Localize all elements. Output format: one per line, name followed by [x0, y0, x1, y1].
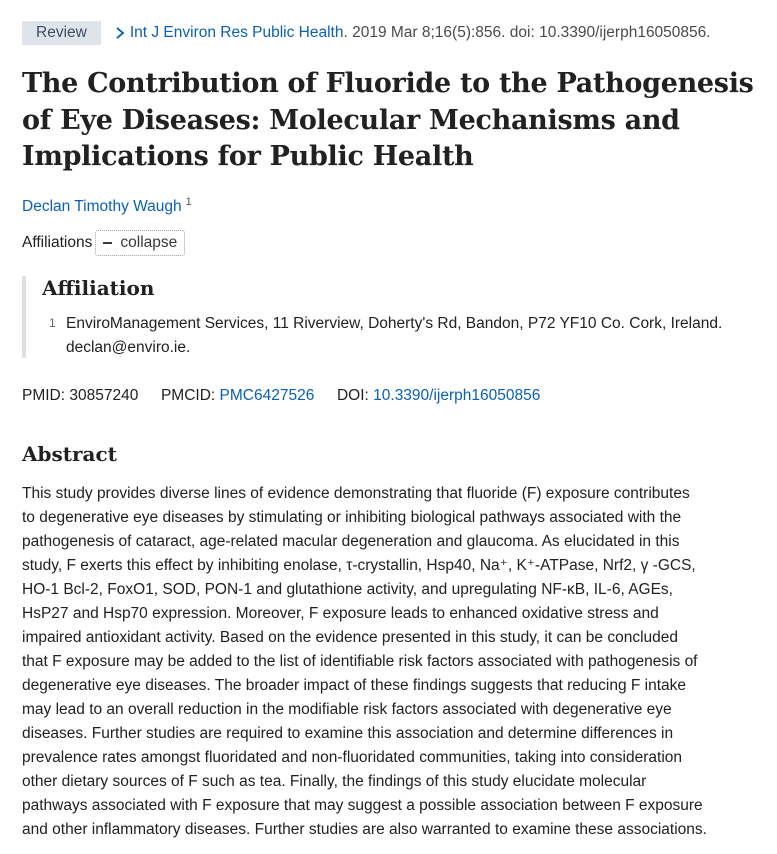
abstract-line: pathogenesis of cataract, age-related macular degeneration and glaucoma. As elucidated in this [22, 533, 680, 550]
affiliation-number: 1 [49, 316, 56, 330]
affiliation-heading: Affiliation [42, 276, 155, 300]
abstract-line: may lead to an overall reduction in the modifiable risk factors associated with degenerative eye [22, 701, 672, 718]
affiliation-panel [22, 276, 766, 358]
minus-icon [103, 242, 112, 244]
pmcid-label: PMCID: [160, 387, 216, 404]
citation-row [22, 21, 711, 45]
page-title: The Contribution of Fluoride to the Pathogenesis of Eye Diseases: Molecular Mechanisms and Implications for Public Health [22, 68, 754, 172]
abstract-line: HO-1 Bcl-2, FoxO1, SOD, PON-1 and glutathione activity, and upregulating NF-κB, IL-6, AGEs, [22, 581, 673, 598]
abstract-line: other dietary sources of F such as tea. Finally, the findings of this study elucidate molecular [22, 773, 647, 790]
authors-list [22, 196, 192, 216]
abstract-line: degenerative eye diseases. The broader impact of these findings suggests that reducing F intake [22, 677, 687, 694]
affiliation-text: EnviroManagement Services, 11 Riverview, Doherty's Rd, Bandon, P72 YF10 Co. Cork, Ireland. declan@enviro.ie. [66, 315, 723, 356]
abstract-line: This study provides diverse lines of evidence demonstrating that fluoride (F) exposure contributes [22, 485, 690, 502]
doi-link[interactable]: 10.3390/ijerph16050856 [373, 387, 541, 404]
author-link[interactable]: Declan Timothy Waugh [22, 198, 182, 216]
pmcid-link[interactable]: PMC6427526 [219, 387, 315, 404]
abstract-line: study, F exerts this effect by inhibiting enolase, τ-crystallin, Hsp40, Na⁺, K⁺-ATPase, Nrf2, γ -GCS, [22, 557, 696, 574]
chevron-right-icon [113, 26, 127, 40]
citation-details: . 2019 Mar 8;16(5):856. doi: 10.3390/ijerph16050856. [343, 24, 711, 41]
identifiers-row [22, 387, 540, 405]
abstract-text [22, 482, 744, 842]
doi-label: DOI: [336, 387, 369, 404]
affiliations-collapse-button[interactable] [95, 230, 185, 256]
affiliations-label: Affiliations [22, 234, 93, 251]
abstract-line: pathways associated with F exposure that may suggest a possible association between F exposure [22, 797, 703, 814]
pmid-value: 30857240 [69, 387, 139, 404]
abstract-line: and other inflammatory diseases. Further studies are also warranted to examine these associations. [22, 821, 707, 838]
affiliations-row [22, 230, 185, 256]
review-badge: Review [22, 21, 101, 45]
abstract-line: impaired antioxidant activity. Based on the evidence presented in this study, it can be concluded [22, 629, 678, 646]
pmid-label: PMID: [22, 387, 66, 404]
collapse-label: collapse [120, 234, 178, 251]
abstract-line: that F exposure may be added to the list of identifiable risk factors associated with pathogenesis of [22, 653, 698, 670]
abstract-line: diseases. Further studies are required to examine this association and determine differences in [22, 725, 674, 742]
abstract-line: to degenerative eye diseases by stimulating or inhibiting biological pathways associated with the [22, 509, 682, 526]
abstract-line: prevalence rates amongst fluoridated and non-fluoridated communities, taking into consideration [22, 749, 682, 766]
author-affiliation-ref[interactable]: 1 [185, 196, 192, 208]
abstract-line: HsP27 and Hsp70 expression. Moreover, F exposure leads to enhanced oxidative stress and [22, 605, 659, 622]
journal-name[interactable]: Int J Environ Res Public Health [129, 24, 344, 41]
abstract-heading: Abstract [22, 442, 117, 466]
journal-link[interactable] [113, 24, 344, 42]
